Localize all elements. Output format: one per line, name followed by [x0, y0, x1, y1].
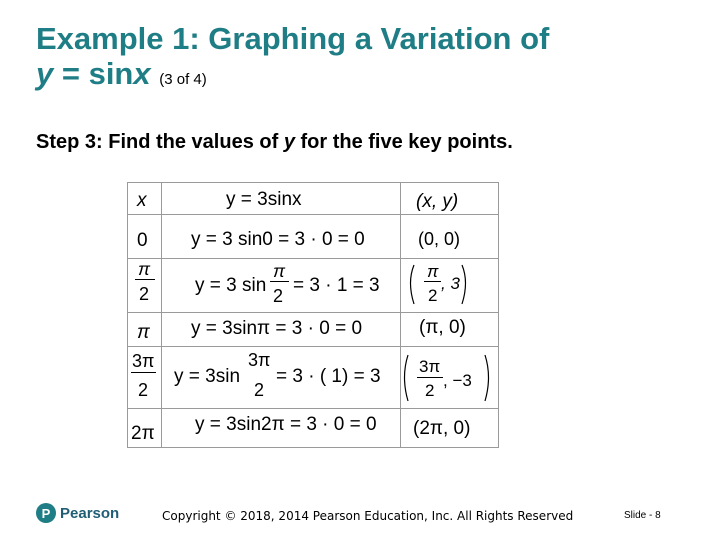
- row4-eq-num: 3π: [248, 350, 271, 370]
- row4-pt-num: 3π: [419, 357, 441, 376]
- copyright-notice: Copyright © 2018, 2014 Pearson Education, Inc. All Rights Reserved: [162, 509, 574, 523]
- row5-point: (2π, 0): [413, 418, 471, 439]
- row2-pt-den: 2: [428, 286, 438, 305]
- row2-paren-left: [411, 265, 415, 304]
- row2-x-num: π: [138, 259, 151, 279]
- row2-eq-post: = 3 · 1 = 3: [293, 275, 380, 296]
- step-suffix: for the five key points.: [294, 131, 513, 153]
- row2-paren-right: [462, 265, 466, 304]
- table-svg: [127, 182, 499, 448]
- row3-x: π: [137, 322, 150, 343]
- row1-point: (0, 0): [418, 229, 461, 249]
- header-x: x: [137, 190, 147, 211]
- pearson-logo-text: Pearson: [60, 504, 120, 522]
- row2-x-den: 2: [139, 284, 150, 304]
- row2-pt-num: π: [427, 262, 439, 281]
- step-instruction: [36, 131, 513, 154]
- row4-eq-post: = 3 · ( 1) = 3: [276, 366, 381, 387]
- title-subtitle: (3 of 4): [159, 71, 207, 88]
- row4-eq-pre: y = 3sin: [174, 366, 241, 387]
- row2-pt-y: , 3: [441, 274, 460, 293]
- slide-number: Slide - 8: [624, 510, 661, 521]
- row2-eq-num: π: [273, 261, 286, 281]
- key-points-table: [127, 182, 499, 448]
- row2-eq-den: 2: [273, 286, 284, 306]
- row3-eq: y = 3sinπ = 3 · 0 = 0: [191, 318, 363, 339]
- title-line-1: Example 1: Graphing a Variation of: [36, 21, 550, 56]
- row4-paren-left: [405, 355, 409, 401]
- pearson-logo-icon: P: [36, 503, 56, 523]
- title-x: x: [133, 56, 151, 91]
- row4-paren-right: [485, 355, 489, 401]
- row5-eq: y = 3sin2π = 3 · 0 = 0: [195, 414, 377, 435]
- slide-title: [36, 22, 549, 98]
- step-y: y: [283, 131, 295, 153]
- row4-pt-y: , −3: [443, 371, 472, 390]
- table-grid: [127, 182, 499, 448]
- row5-x: 2π: [131, 423, 155, 444]
- header-y-eq: y = 3sinx: [226, 189, 302, 210]
- row1-eq: y = 3 sin0 = 3 · 0 = 0: [191, 229, 365, 250]
- title-y: y: [36, 56, 54, 91]
- title-eq: = sin: [53, 56, 134, 91]
- row4-x-num: 3π: [132, 351, 155, 371]
- row4-x-den: 2: [138, 380, 149, 400]
- row1-x: 0: [137, 230, 148, 251]
- title-line-2: [36, 56, 549, 98]
- row3-point: (π, 0): [419, 317, 466, 338]
- step-prefix: Step 3: Find the values of: [36, 131, 284, 153]
- pearson-logo: [36, 503, 119, 523]
- row4-eq-den: 2: [254, 380, 265, 400]
- header-point: (x, y): [416, 191, 459, 212]
- row2-eq-pre: y = 3 sin: [195, 275, 267, 296]
- row4-pt-den: 2: [425, 381, 435, 400]
